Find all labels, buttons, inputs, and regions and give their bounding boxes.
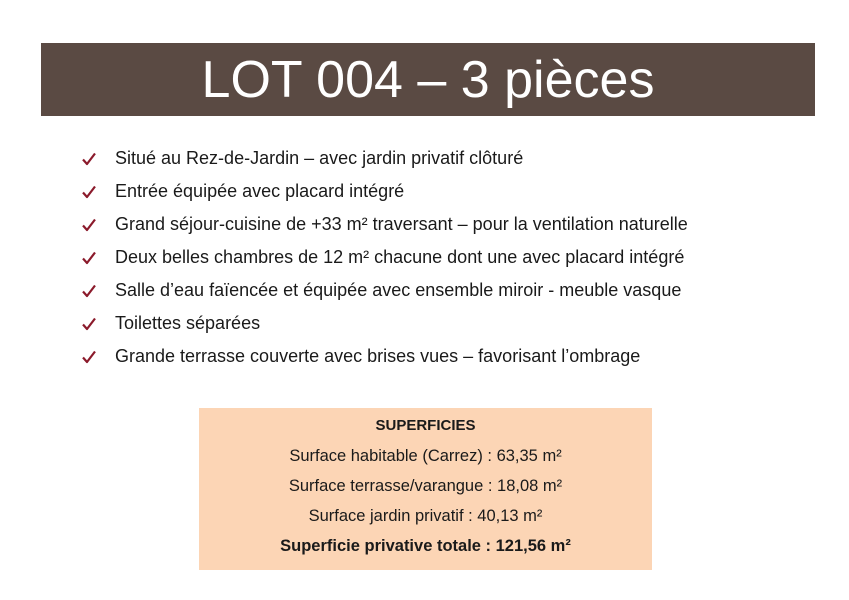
checkmark-icon: [80, 274, 115, 307]
superficies-box: [199, 408, 652, 570]
checkmark-icon: [80, 208, 115, 241]
checkmark-icon: [80, 142, 115, 175]
list-item: [80, 241, 820, 274]
superficies-heading: SUPERFICIES: [375, 417, 476, 434]
list-item: [80, 307, 820, 340]
feature-text: Deux belles chambres de 12 m² chacune dont une avec placard intégré: [115, 247, 685, 267]
surface-terrasse: Surface terrasse/varangue : 18,08 m²: [288, 477, 563, 495]
surface-jardin: Surface jardin privatif : 40,13 m²: [308, 507, 543, 525]
feature-text: Grand séjour-cuisine de +33 m² traversant – pour la ventilation naturelle: [115, 214, 688, 234]
checkmark-icon: [80, 340, 115, 373]
feature-text: Toilettes séparées: [115, 313, 261, 333]
list-item: [80, 274, 820, 307]
checkmark-icon: [80, 175, 115, 208]
superficie-totale: Superficie privative totale : 121,56 m²: [280, 537, 571, 555]
list-item: [80, 340, 820, 373]
feature-text: Situé au Rez-de-Jardin – avec jardin privatif clôturé: [115, 148, 524, 168]
surface-habitable: Surface habitable (Carrez) : 63,35 m²: [289, 447, 562, 465]
feature-text: Entrée équipée avec placard intégré: [115, 181, 405, 201]
list-item: [80, 175, 820, 208]
title-banner: [41, 43, 815, 116]
features-list: [80, 142, 820, 373]
checkmark-icon: [80, 241, 115, 274]
list-item: [80, 142, 820, 175]
list-item: [80, 208, 820, 241]
checkmark-icon: [80, 307, 115, 340]
feature-text: Salle d’eau faïencée et équipée avec ensemble miroir - meuble vasque: [115, 280, 682, 300]
page-title: LOT 004 – 3 pièces: [201, 51, 655, 109]
feature-text: Grande terrasse couverte avec brises vues – favorisant l’ombrage: [115, 346, 641, 366]
